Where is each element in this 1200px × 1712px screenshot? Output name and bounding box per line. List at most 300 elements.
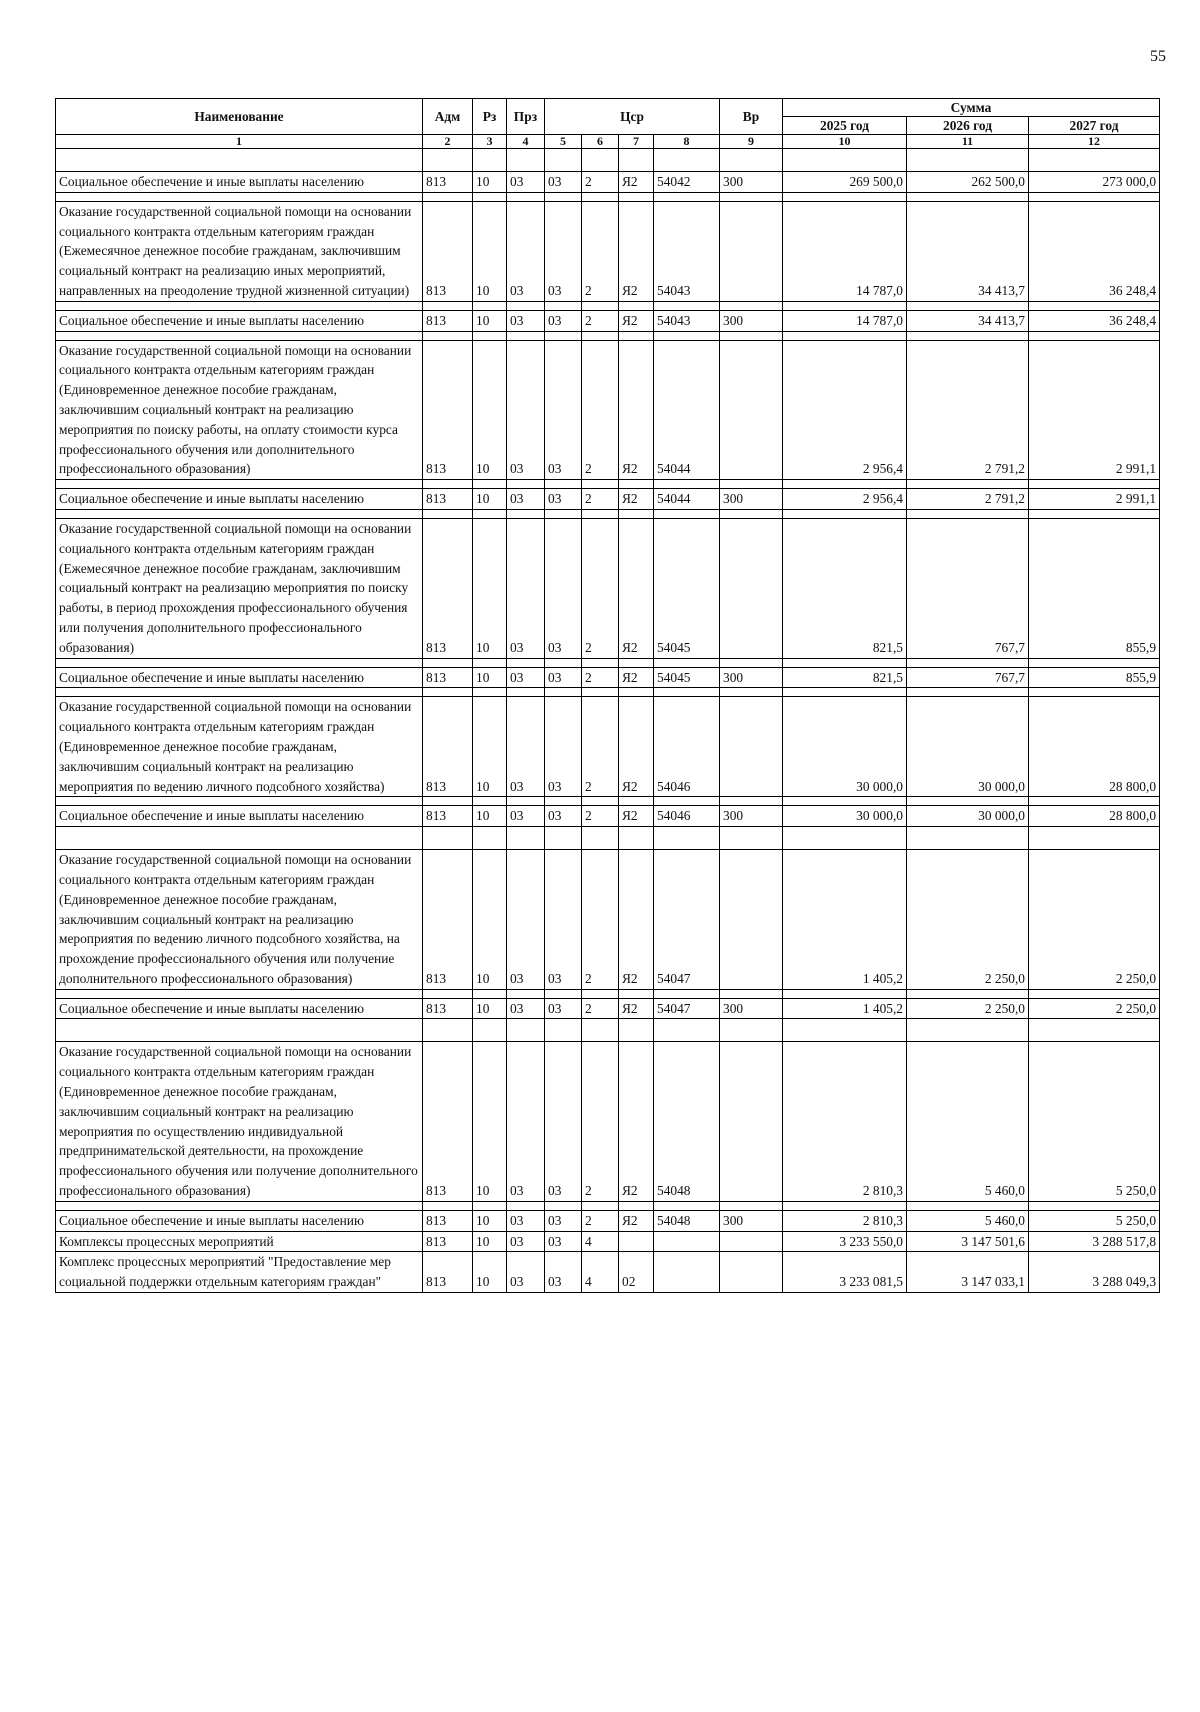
spacer-cell [473,192,507,201]
spacer-cell [507,149,545,172]
spacer-cell [507,688,545,697]
row-sum-2027-cell: 5 250,0 [1029,1210,1160,1231]
spacer-cell [619,480,654,489]
spacer-cell [654,509,720,518]
spacer-cell [423,827,473,850]
row-csr6-cell: 2 [582,806,619,827]
spacer-cell [619,658,654,667]
spacer-cell [907,509,1029,518]
row-csr5-cell: 03 [545,850,582,990]
spacer-cell [507,301,545,310]
row-prz-cell: 03 [507,1042,545,1201]
spacer-cell [907,658,1029,667]
row-name-cell: Комплекс процессных мероприятий "Предоставление мер социальной поддержки отдельным категориям граждан" [56,1252,423,1293]
table-row [56,850,1160,990]
row-csr6-cell: 2 [582,201,619,301]
row-rz-cell: 10 [473,697,507,797]
spacer-cell [720,688,783,697]
row-adm-cell: 813 [423,697,473,797]
row-prz-cell: 03 [507,998,545,1019]
spacer-cell [619,797,654,806]
table-row [56,1231,1160,1252]
row-vr-cell: 300 [720,172,783,193]
spacer-cell [720,301,783,310]
row-sum-2027-cell: 855,9 [1029,518,1160,658]
header-prz: Прз [507,99,545,135]
row-sum-2027-cell: 5 250,0 [1029,1042,1160,1201]
spacer-cell [783,989,907,998]
row-sum-2027-cell: 36 248,4 [1029,201,1160,301]
spacer-cell [907,1019,1029,1042]
spacer-cell [654,331,720,340]
row-spacer [56,192,1160,201]
spacer-cell [619,688,654,697]
header-name: Наименование [56,99,423,135]
row-adm-cell: 813 [423,340,473,480]
row-name-cell: Оказание государственной социальной помощи на основании социального контракта отдельным категориям граждан (Ежемесячное денежное пособие гражданам, заключившим социальный контракт на реализацию иных мероприятий, направленных на преодоление трудной жизненной ситуации) [56,201,423,301]
table-row [56,1042,1160,1201]
column-number: 10 [783,135,907,149]
row-vr-cell [720,697,783,797]
spacer-cell [654,1019,720,1042]
spacer-cell [473,658,507,667]
spacer-cell [582,331,619,340]
row-prz-cell: 03 [507,806,545,827]
header-year-2026: 2026 год [907,117,1029,135]
table-row [56,697,1160,797]
row-csr6-cell: 4 [582,1252,619,1293]
column-number: 12 [1029,135,1160,149]
row-adm-cell: 813 [423,1231,473,1252]
row-rz-cell: 10 [473,201,507,301]
row-name-cell: Оказание государственной социальной помощи на основании социального контракта отдельным категориям граждан (Единовременное денежное пособие гражданам, заключившим социальный контракт на реализацию мероприятия по ведению личного подсобного хозяйства, на прохождение профессионального обучения или получение дополнительного профессионального образования) [56,850,423,990]
spacer-cell [423,192,473,201]
spacer-cell [56,989,423,998]
row-sum-2027-cell: 36 248,4 [1029,310,1160,331]
row-rz-cell: 10 [473,998,507,1019]
row-sum-2027-cell: 2 991,1 [1029,340,1160,480]
row-sum-2025-cell: 2 956,4 [783,489,907,510]
spacer-cell [720,1201,783,1210]
row-adm-cell: 813 [423,172,473,193]
spacer-cell [423,688,473,697]
spacer-cell [423,509,473,518]
row-name-cell: Социальное обеспечение и иные выплаты населению [56,310,423,331]
row-spacer [56,1201,1160,1210]
spacer-cell [907,301,1029,310]
row-sum-2026-cell: 5 460,0 [907,1210,1029,1231]
row-csr6-cell: 2 [582,1042,619,1201]
spacer-cell [654,688,720,697]
row-csr5-cell: 03 [545,340,582,480]
spacer-cell [907,989,1029,998]
row-prz-cell: 03 [507,1231,545,1252]
column-number: 9 [720,135,783,149]
spacer-cell [507,1201,545,1210]
row-csr7-cell: Я2 [619,667,654,688]
spacer-cell [654,301,720,310]
row-spacer [56,331,1160,340]
spacer-cell [582,301,619,310]
row-name-cell: Социальное обеспечение и иные выплаты населению [56,1210,423,1231]
row-sum-2025-cell: 821,5 [783,667,907,688]
spacer-cell [507,331,545,340]
row-adm-cell: 813 [423,667,473,688]
column-number: 8 [654,135,720,149]
row-name-cell: Социальное обеспечение и иные выплаты населению [56,998,423,1019]
row-csr7-cell: Я2 [619,806,654,827]
header-year-2025: 2025 год [783,117,907,135]
spacer-cell [473,509,507,518]
row-csr7-cell: Я2 [619,518,654,658]
column-number: 4 [507,135,545,149]
row-sum-2025-cell: 3 233 550,0 [783,1231,907,1252]
spacer-cell [907,149,1029,172]
row-csr6-cell: 2 [582,1210,619,1231]
spacer-cell [654,989,720,998]
column-number: 3 [473,135,507,149]
row-spacer [56,480,1160,489]
row-vr-cell: 300 [720,489,783,510]
spacer-cell [619,301,654,310]
row-prz-cell: 03 [507,850,545,990]
spacer-cell [654,149,720,172]
spacer-cell [507,989,545,998]
spacer-cell [654,797,720,806]
table-row [56,998,1160,1019]
spacer-cell [907,480,1029,489]
spacer-cell [619,149,654,172]
row-csr8-cell: 54045 [654,518,720,658]
row-sum-2026-cell: 767,7 [907,518,1029,658]
row-csr5-cell: 03 [545,518,582,658]
spacer-cell [545,797,582,806]
row-sum-2025-cell: 269 500,0 [783,172,907,193]
table-row [56,201,1160,301]
row-csr7-cell: Я2 [619,489,654,510]
row-csr5-cell: 03 [545,667,582,688]
spacer-cell [720,1019,783,1042]
spacer-cell [1029,331,1160,340]
row-rz-cell: 10 [473,518,507,658]
row-prz-cell: 03 [507,1210,545,1231]
spacer-cell [1029,1019,1160,1042]
row-prz-cell: 03 [507,310,545,331]
row-adm-cell: 813 [423,201,473,301]
row-csr5-cell: 03 [545,489,582,510]
row-csr6-cell: 4 [582,1231,619,1252]
spacer-cell [720,149,783,172]
row-csr8-cell: 54046 [654,806,720,827]
column-number: 11 [907,135,1029,149]
spacer-cell [473,301,507,310]
spacer-cell [783,688,907,697]
spacer-cell [545,827,582,850]
row-csr8-cell: 54047 [654,850,720,990]
column-number: 7 [619,135,654,149]
row-vr-cell [720,1252,783,1293]
spacer-cell [545,509,582,518]
spacer-cell [473,149,507,172]
spacer-cell [473,827,507,850]
row-name-cell: Социальное обеспечение и иные выплаты населению [56,172,423,193]
spacer-cell [507,480,545,489]
row-csr8-cell: 54043 [654,201,720,301]
row-prz-cell: 03 [507,697,545,797]
row-vr-cell: 300 [720,806,783,827]
table-row [56,172,1160,193]
row-rz-cell: 10 [473,310,507,331]
row-sum-2026-cell: 3 147 501,6 [907,1231,1029,1252]
row-spacer [56,658,1160,667]
row-sum-2025-cell: 1 405,2 [783,998,907,1019]
spacer-cell [56,192,423,201]
spacer-cell [619,192,654,201]
spacer-cell [545,149,582,172]
spacer-cell [654,192,720,201]
spacer-cell [907,1201,1029,1210]
spacer-cell [423,658,473,667]
row-rz-cell: 10 [473,850,507,990]
spacer-cell [473,480,507,489]
spacer-cell [654,827,720,850]
spacer-cell [423,331,473,340]
row-csr7-cell: Я2 [619,201,654,301]
row-vr-cell: 300 [720,998,783,1019]
spacer-cell [619,827,654,850]
spacer-cell [582,797,619,806]
row-csr7-cell: Я2 [619,310,654,331]
row-adm-cell: 813 [423,850,473,990]
table-row [56,489,1160,510]
column-number: 2 [423,135,473,149]
row-sum-2025-cell: 3 233 081,5 [783,1252,907,1293]
row-sum-2026-cell: 3 147 033,1 [907,1252,1029,1293]
row-csr5-cell: 03 [545,1231,582,1252]
row-csr5-cell: 03 [545,172,582,193]
spacer-cell [907,797,1029,806]
spacer-cell [56,688,423,697]
spacer-cell [720,797,783,806]
row-csr6-cell: 2 [582,172,619,193]
row-vr-cell: 300 [720,667,783,688]
row-sum-2026-cell: 2 791,2 [907,340,1029,480]
row-csr6-cell: 2 [582,340,619,480]
row-csr8-cell [654,1252,720,1293]
row-sum-2027-cell: 2 250,0 [1029,850,1160,990]
row-csr8-cell: 54047 [654,998,720,1019]
row-sum-2026-cell: 5 460,0 [907,1042,1029,1201]
table-row [56,518,1160,658]
spacer-cell [56,1019,423,1042]
row-adm-cell: 813 [423,806,473,827]
row-csr5-cell: 03 [545,806,582,827]
spacer-cell [654,658,720,667]
row-vr-cell [720,340,783,480]
spacer-cell [473,688,507,697]
spacer-cell [582,827,619,850]
table-row [56,310,1160,331]
spacer-cell [56,301,423,310]
spacer-cell [783,149,907,172]
spacer-cell [720,331,783,340]
row-rz-cell: 10 [473,1042,507,1201]
row-name-cell: Оказание государственной социальной помощи на основании социального контракта отдельным категориям граждан (Единовременное денежное пособие гражданам, заключившим социальный контракт на реализацию мероприятия по поиску работы, на оплату стоимости курса профессионального обучения или дополнительного профессионального образования) [56,340,423,480]
row-vr-cell [720,1042,783,1201]
row-csr6-cell: 2 [582,310,619,331]
row-name-cell: Социальное обеспечение и иные выплаты населению [56,489,423,510]
spacer-cell [545,658,582,667]
spacer-cell [56,149,423,172]
header-csr: Цср [545,99,720,135]
row-prz-cell: 03 [507,201,545,301]
spacer-cell [582,480,619,489]
spacer-cell [582,1019,619,1042]
row-sum-2025-cell: 2 956,4 [783,340,907,480]
spacer-cell [423,1201,473,1210]
row-spacer [56,301,1160,310]
spacer-cell [423,797,473,806]
header-vr: Вр [720,99,783,135]
row-vr-cell [720,518,783,658]
spacer-cell [473,989,507,998]
row-csr8-cell: 54044 [654,489,720,510]
row-name-cell: Оказание государственной социальной помощи на основании социального контракта отдельным категориям граждан (Ежемесячное денежное пособие гражданам, заключившим социальный контракт на реализацию мероприятия по поиску работы, в период прохождения профессионального обучения или получения дополнительного профессионального образования) [56,518,423,658]
spacer-cell [1029,797,1160,806]
spacer-cell [507,1019,545,1042]
spacer-cell [1029,688,1160,697]
row-csr6-cell: 2 [582,697,619,797]
table-body [56,149,1160,1293]
spacer-cell [473,1201,507,1210]
header-adm: Адм [423,99,473,135]
spacer-cell [619,331,654,340]
spacer-cell [582,509,619,518]
row-sum-2027-cell: 273 000,0 [1029,172,1160,193]
row-adm-cell: 813 [423,310,473,331]
row-sum-2026-cell: 34 413,7 [907,201,1029,301]
row-name-cell: Оказание государственной социальной помощи на основании социального контракта отдельным категориям граждан (Единовременное денежное пособие гражданам, заключившим социальный контракт на реализацию мероприятия по ведению личного подсобного хозяйства) [56,697,423,797]
row-sum-2026-cell: 30 000,0 [907,697,1029,797]
row-csr5-cell: 03 [545,697,582,797]
spacer-cell [423,480,473,489]
header-year-2027: 2027 год [1029,117,1160,135]
row-name-cell: Комплексы процессных мероприятий [56,1231,423,1252]
row-sum-2026-cell: 2 791,2 [907,489,1029,510]
spacer-cell [507,192,545,201]
spacer-cell [582,192,619,201]
row-adm-cell: 813 [423,1042,473,1201]
spacer-cell [545,1019,582,1042]
spacer-cell [423,149,473,172]
row-csr6-cell: 2 [582,998,619,1019]
row-sum-2027-cell: 28 800,0 [1029,697,1160,797]
row-sum-2027-cell: 28 800,0 [1029,806,1160,827]
spacer-cell [423,301,473,310]
spacer-cell [545,480,582,489]
row-sum-2027-cell: 2 250,0 [1029,998,1160,1019]
row-rz-cell: 10 [473,1210,507,1231]
row-sum-2025-cell: 30 000,0 [783,697,907,797]
spacer-cell [56,658,423,667]
row-adm-cell: 813 [423,1252,473,1293]
row-csr5-cell: 03 [545,310,582,331]
column-number: 5 [545,135,582,149]
spacer-cell [473,797,507,806]
spacer-cell [582,149,619,172]
spacer-cell [582,1201,619,1210]
row-sum-2025-cell: 30 000,0 [783,806,907,827]
row-sum-2026-cell: 2 250,0 [907,998,1029,1019]
column-number: 6 [582,135,619,149]
row-csr6-cell: 2 [582,489,619,510]
row-rz-cell: 10 [473,489,507,510]
spacer-cell [907,331,1029,340]
header-sum: Сумма [783,99,1160,117]
row-csr5-cell: 03 [545,201,582,301]
row-rz-cell: 10 [473,667,507,688]
row-name-cell: Оказание государственной социальной помощи на основании социального контракта отдельным категориям граждан (Единовременное денежное пособие гражданам, заключившим социальный контракт на реализацию мероприятия по осуществлению индивидуальной предпринимательской деятельности, на прохождение профессионального обучения или получение дополнительного профессионального образования) [56,1042,423,1201]
row-prz-cell: 03 [507,172,545,193]
spacer-cell [783,192,907,201]
spacer-cell [1029,989,1160,998]
row-sum-2027-cell: 3 288 049,3 [1029,1252,1160,1293]
spacer-cell [783,827,907,850]
spacer-cell [1029,301,1160,310]
row-adm-cell: 813 [423,1210,473,1231]
spacer-cell [783,331,907,340]
spacer-cell [783,480,907,489]
row-spacer [56,688,1160,697]
spacer-cell [582,989,619,998]
spacer-cell [1029,480,1160,489]
spacer-cell [545,688,582,697]
spacer-cell [1029,1201,1160,1210]
row-rz-cell: 10 [473,1252,507,1293]
row-rz-cell: 10 [473,172,507,193]
row-sum-2025-cell: 14 787,0 [783,310,907,331]
row-csr7-cell: Я2 [619,697,654,797]
spacer-cell [907,688,1029,697]
row-vr-cell [720,850,783,990]
table-row [56,1210,1160,1231]
row-csr8-cell: 54048 [654,1042,720,1201]
row-sum-2025-cell: 821,5 [783,518,907,658]
row-spacer [56,989,1160,998]
spacer-cell [507,658,545,667]
row-sum-2026-cell: 262 500,0 [907,172,1029,193]
row-csr5-cell: 03 [545,1042,582,1201]
spacer-cell [783,658,907,667]
row-spacer [56,509,1160,518]
row-rz-cell: 10 [473,806,507,827]
spacer-cell [654,1201,720,1210]
row-sum-2025-cell: 2 810,3 [783,1042,907,1201]
row-csr7-cell: Я2 [619,1042,654,1201]
spacer-cell [619,1019,654,1042]
spacer-cell [720,480,783,489]
row-csr6-cell: 2 [582,850,619,990]
spacer-cell [56,797,423,806]
spacer-cell [545,989,582,998]
row-sum-2026-cell: 2 250,0 [907,850,1029,990]
row-csr5-cell: 03 [545,998,582,1019]
spacer-cell [783,301,907,310]
spacer-cell [545,192,582,201]
row-sum-2025-cell: 1 405,2 [783,850,907,990]
row-sum-2026-cell: 30 000,0 [907,806,1029,827]
row-csr7-cell: Я2 [619,1210,654,1231]
